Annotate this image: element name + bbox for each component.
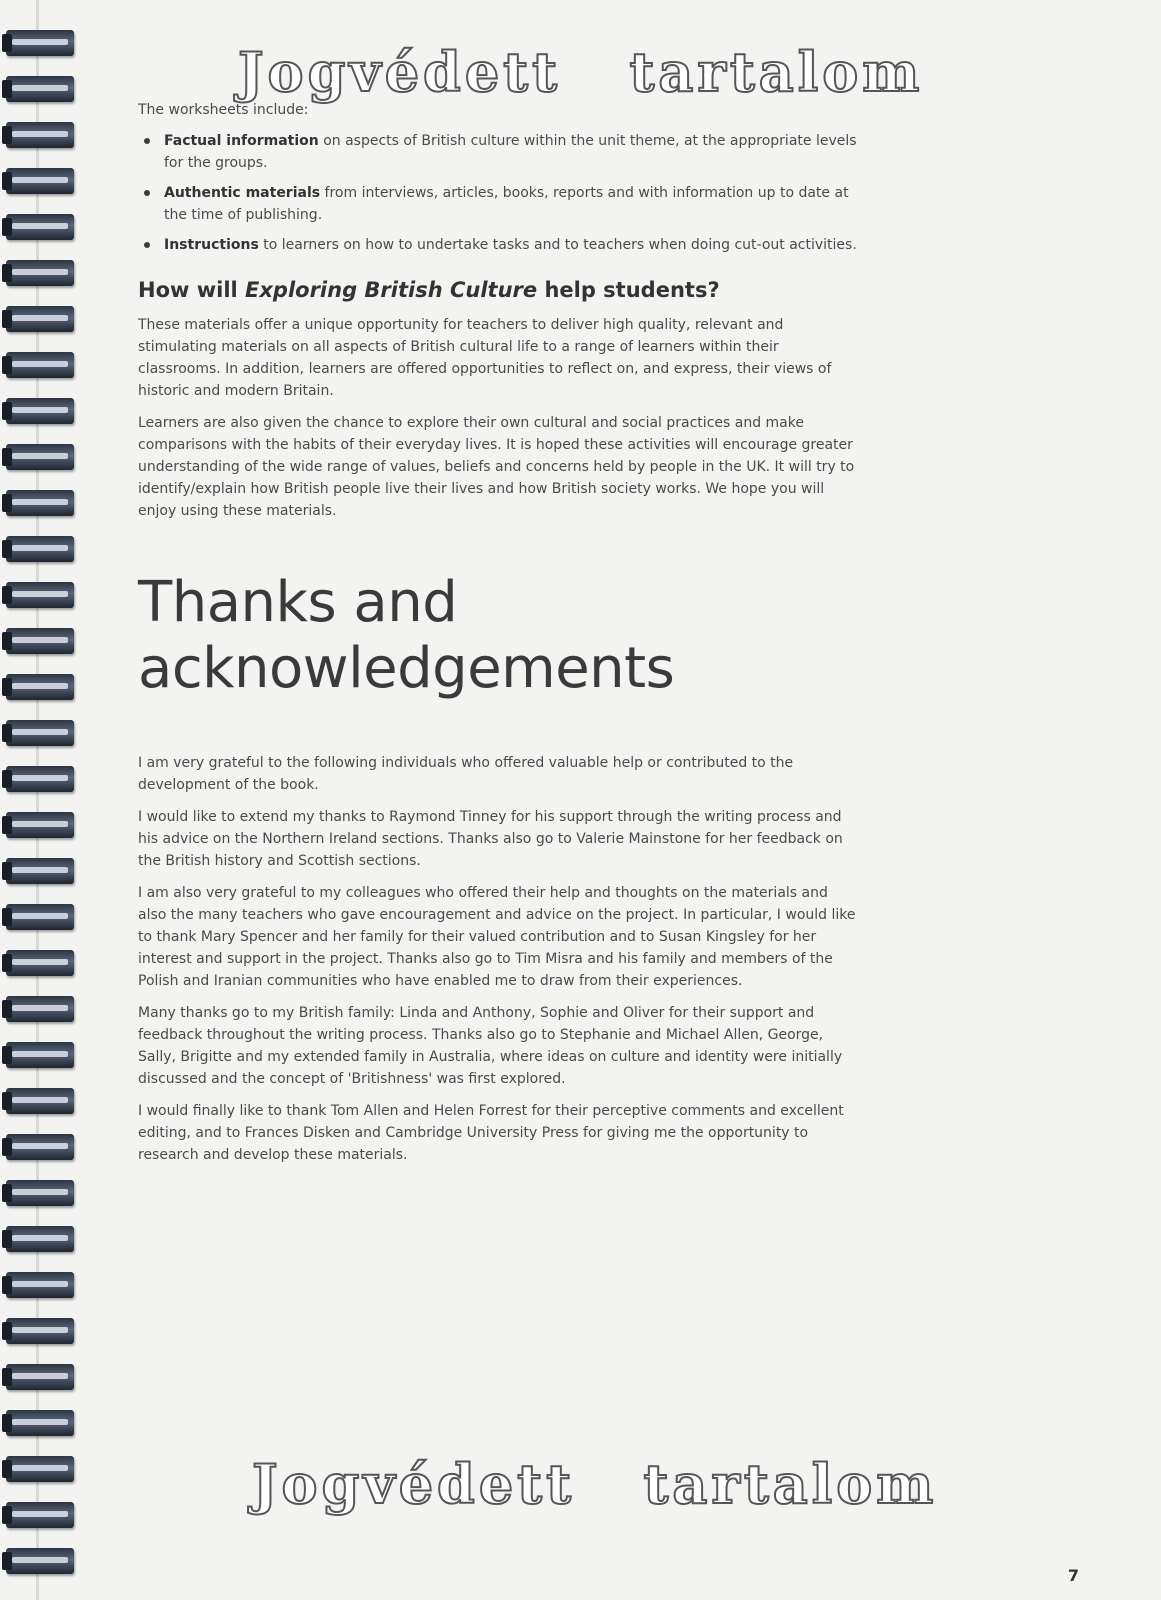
watermark-top: Jogvédett tartalom (238, 40, 924, 104)
bullet-term: Instructions (164, 237, 259, 253)
spiral-ring (6, 306, 74, 332)
page-content (138, 100, 858, 1176)
spiral-ring (6, 1088, 74, 1114)
spiral-ring (6, 1180, 74, 1206)
spiral-ring (6, 536, 74, 562)
spiral-ring (6, 352, 74, 378)
list-item (164, 234, 858, 256)
section-paragraph: Learners are also given the chance to explore their own cultural and social practices and make comparisons with the habits of their everyday lives. It is hoped these activities will encourage greater understanding of the wide range of values, beliefs and concerns held by people in the UK. It will try to identify/explain how British people live their lives and how British society works. We hope you will enjoy using these materials. (138, 415, 855, 519)
bullet-term: Authentic materials (164, 185, 321, 201)
spiral-ring (6, 1548, 74, 1574)
worksheets-intro: The worksheets include: (138, 102, 309, 118)
spiral-ring (6, 76, 74, 102)
heading-part: help students? (537, 278, 720, 302)
spiral-ring (6, 1042, 74, 1068)
worksheet-features-list (138, 130, 858, 256)
spiral-ring (6, 168, 74, 194)
thanks-paragraph: I would like to extend my thanks to Raymond Tinney for his support through the writing process and his advice on the Northern Ireland sections. Thanks also go to Valerie Mainstone for her feedback on the British history and Scottish sections. (138, 809, 843, 869)
list-item (164, 182, 858, 226)
page-number: 7 (1067, 1566, 1079, 1585)
spiral-ring (6, 122, 74, 148)
spiral-ring (6, 444, 74, 470)
list-item (164, 130, 858, 174)
thanks-heading (138, 570, 858, 702)
heading-book-title: Exploring British Culture (245, 278, 538, 302)
spiral-ring (6, 1502, 74, 1528)
bullet-text: to learners on how to undertake tasks and to teachers when doing cut-out activities. (258, 237, 857, 253)
spiral-ring (6, 1272, 74, 1298)
spiral-ring (6, 628, 74, 654)
spiral-ring (6, 1456, 74, 1482)
watermark-bottom: Jogvédett tartalom (252, 1452, 938, 1516)
thanks-paragraph: I am very grateful to the following individuals who offered valuable help or contributed to the development of the book. (138, 755, 794, 793)
spiral-ring (6, 490, 74, 516)
heading-part: How will (138, 278, 246, 302)
spiral-ring (6, 260, 74, 286)
spiral-ring (6, 812, 74, 838)
thanks-paragraph: I would finally like to thank Tom Allen and Helen Forrest for their perceptive comments and excellent editing, and to Frances Disken and Cambridge University Press for giving me the opportunity to research and develop these materials. (138, 1103, 844, 1163)
thanks-heading-line: acknowledgements (138, 636, 675, 701)
thanks-heading-line: Thanks and (138, 570, 458, 635)
spiral-ring (6, 904, 74, 930)
spiral-ring (6, 1318, 74, 1344)
bullet-text: from interviews, articles, books, reports and with information up to date at the time of publishing. (164, 185, 849, 223)
spiral-ring (6, 1226, 74, 1252)
spiral-ring (6, 720, 74, 746)
spiral-ring (6, 674, 74, 700)
spiral-ring (6, 1410, 74, 1436)
thanks-paragraph: I am also very grateful to my colleagues who offered their help and thoughts on the materials and also the many teachers who gave encouragement and advice on the project. In particular, I would like to thank Mary Spencer and her family for their valued contribution and to Susan Kingsley for her interest and support in the project. Thanks also go to Tim Misra and his family and members of the Polish and Iranian communities who have enabled me to draw from their experiences. (138, 885, 856, 989)
spiral-ring (6, 214, 74, 240)
bullet-term: Factual information (164, 133, 319, 149)
section-heading (138, 278, 858, 302)
spiral-ring (6, 950, 74, 976)
section-paragraph: These materials offer a unique opportunity for teachers to deliver high quality, relevant and stimulating materials on all aspects of British cultural life to a range of learners within their classrooms. In addition, learners are offered opportunities to reflect on, and express, their views of historic and modern Britain. (138, 317, 832, 399)
spiral-ring (6, 766, 74, 792)
bullet-text: on aspects of British culture within the unit theme, at the appropriate levels for the groups. (164, 133, 857, 171)
spiral-ring (6, 1364, 74, 1390)
spiral-ring (6, 398, 74, 424)
spiral-ring (6, 582, 74, 608)
page-edge (36, 0, 39, 1600)
spiral-ring (6, 1134, 74, 1160)
spiral-ring (6, 30, 74, 56)
thanks-paragraph: Many thanks go to my British family: Linda and Anthony, Sophie and Oliver for their support and feedback throughout the writing process. Thanks also go to Stephanie and Michael Allen, George, Sally, Brigitte and my extended family in Australia, where ideas on culture and identity were initially discussed and the concept of 'Britishness' was first explored. (138, 1005, 843, 1087)
spiral-ring (6, 996, 74, 1022)
spiral-ring (6, 858, 74, 884)
